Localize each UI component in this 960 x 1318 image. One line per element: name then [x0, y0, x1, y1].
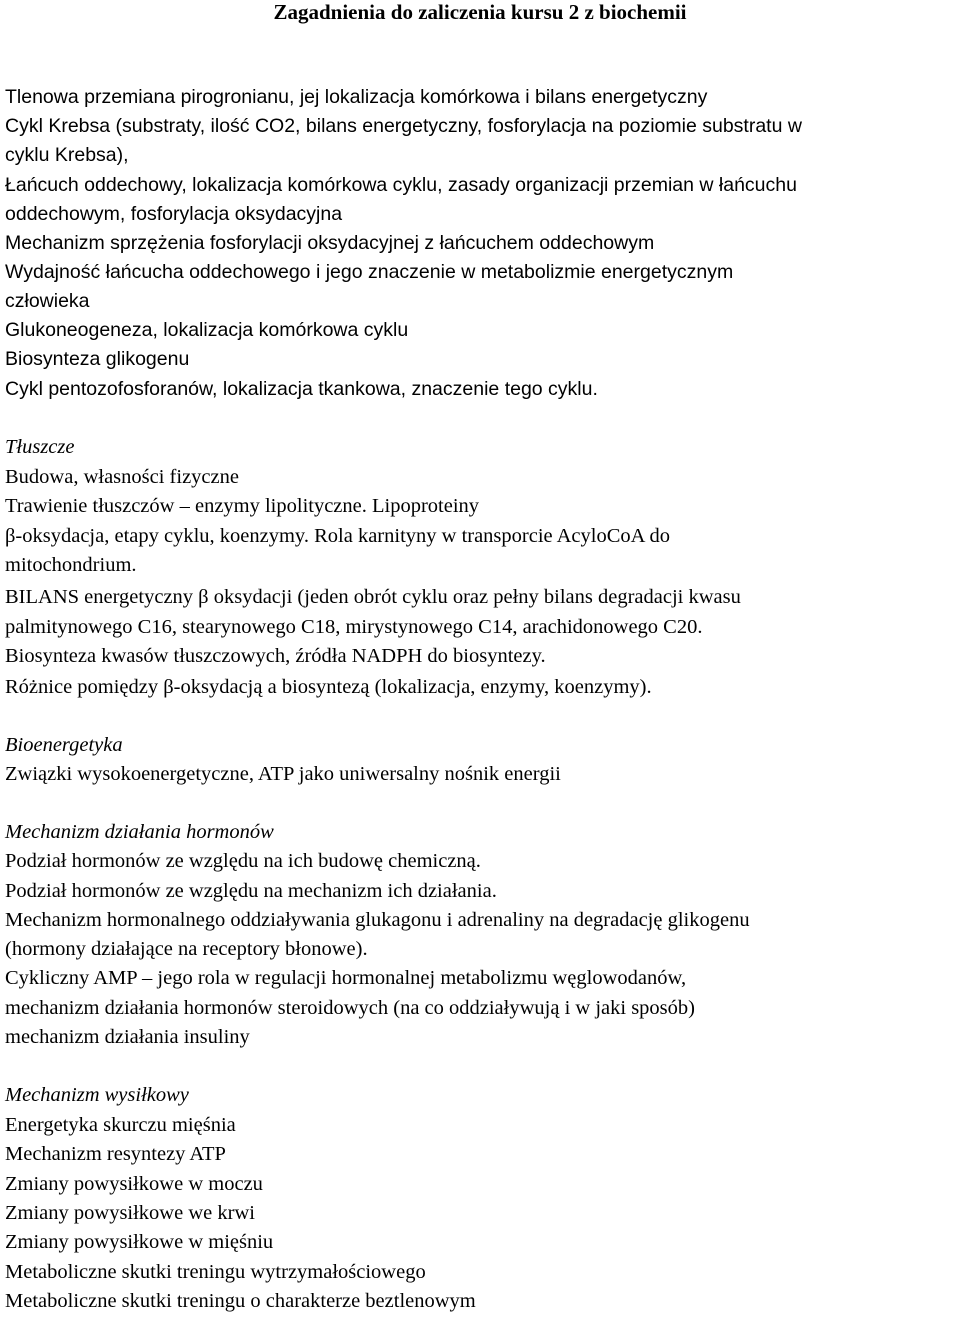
- section-heading-exercise: Mechanizm wysiłkowy: [5, 1084, 189, 1106]
- topic-line: Zmiany powysiłkowe we krwi: [5, 1202, 255, 1224]
- topic-line: palmitynowego C16, stearynowego C18, mirystynowego C14, arachidonowego C20.: [5, 616, 703, 638]
- topic-line: Biosynteza glikogenu: [5, 348, 190, 370]
- topic-line: Łańcuch oddechowy, lokalizacja komórkowa cyklu, zasady organizacji przemian w łańcuchu: [5, 174, 797, 196]
- document-title: Zagadnienia do zaliczenia kursu 2 z biochemii: [273, 0, 687, 24]
- topic-line: cyklu Krebsa),: [5, 144, 129, 166]
- topic-line: Metaboliczne skutki treningu o charakterze beztlenowym: [5, 1290, 476, 1312]
- topic-line: β-oksydacja, etapy cyklu, koenzymy. Rola karnityny w transporcie AcyloCoA do: [5, 525, 670, 547]
- topic-line: człowieka: [5, 290, 90, 312]
- topic-line: mitochondrium.: [5, 554, 137, 576]
- topic-line: Cykl Krebsa (substraty, ilość CO2, bilans energetyczny, fosforylacja na poziomie substratu w: [5, 115, 802, 137]
- topic-line: Zmiany powysiłkowe w moczu: [5, 1173, 263, 1195]
- topic-line: Różnice pomiędzy β-oksydacją a biosyntezą (lokalizacja, enzymy, koenzymy).: [5, 676, 652, 698]
- topic-line: Mechanizm resyntezy ATP: [5, 1143, 226, 1165]
- topic-line: Podział hormonów ze względu na mechanizm ich działania.: [5, 880, 497, 902]
- topic-line: mechanizm działania insuliny: [5, 1026, 250, 1048]
- section-heading-bioenergetics: Bioenergetyka: [5, 734, 123, 756]
- section-heading-fats: Tłuszcze: [5, 436, 75, 458]
- topic-line: Budowa, własności fizyczne: [5, 466, 239, 488]
- topic-line: BILANS energetyczny β oksydacji (jeden obrót cyklu oraz pełny bilans degradacji kwasu: [5, 586, 741, 608]
- topic-line: Mechanizm hormonalnego oddziaływania glukagonu i adrenaliny na degradację glikogenu: [5, 909, 750, 931]
- topic-line: Zmiany powysiłkowe w mięśniu: [5, 1231, 274, 1253]
- topic-line: Związki wysokoenergetyczne, ATP jako uniwersalny nośnik energii: [5, 763, 561, 785]
- topic-line: oddechowym, fosforylacja oksydacyjna: [5, 203, 343, 225]
- topic-line: Cykliczny AMP – jego rola w regulacji hormonalnej metabolizmu węglowodanów,: [5, 967, 687, 989]
- topic-line: (hormony działające na receptory błonowe).: [5, 938, 368, 960]
- topic-line: Tlenowa przemiana pirogronianu, jej lokalizacja komórkowa i bilans energetyczny: [5, 86, 708, 108]
- topic-line: Glukoneogeneza, lokalizacja komórkowa cyklu: [5, 319, 409, 341]
- topic-line: Trawienie tłuszczów – enzymy lipolityczne. Lipoproteiny: [5, 495, 480, 517]
- topic-line: Energetyka skurczu mięśnia: [5, 1114, 236, 1136]
- topic-line: Wydajność łańcucha oddechowego i jego znaczenie w metabolizmie energetycznym: [5, 261, 734, 283]
- topic-line: Podział hormonów ze względu na ich budowę chemiczną.: [5, 850, 481, 872]
- topic-line: Metaboliczne skutki treningu wytrzymałościowego: [5, 1261, 426, 1283]
- topic-line: Mechanizm sprzężenia fosforylacji oksydacyjnej z łańcuchem oddechowym: [5, 232, 655, 254]
- topic-line: mechanizm działania hormonów steroidowych (na co oddziaływują i w jaki sposób): [5, 997, 695, 1019]
- section-heading-hormones: Mechanizm działania hormonów: [5, 821, 274, 843]
- topic-line: Cykl pentozofosforanów, lokalizacja tkankowa, znaczenie tego cyklu.: [5, 378, 598, 400]
- topic-line: Biosynteza kwasów tłuszczowych, źródła NADPH do biosyntezy.: [5, 645, 546, 667]
